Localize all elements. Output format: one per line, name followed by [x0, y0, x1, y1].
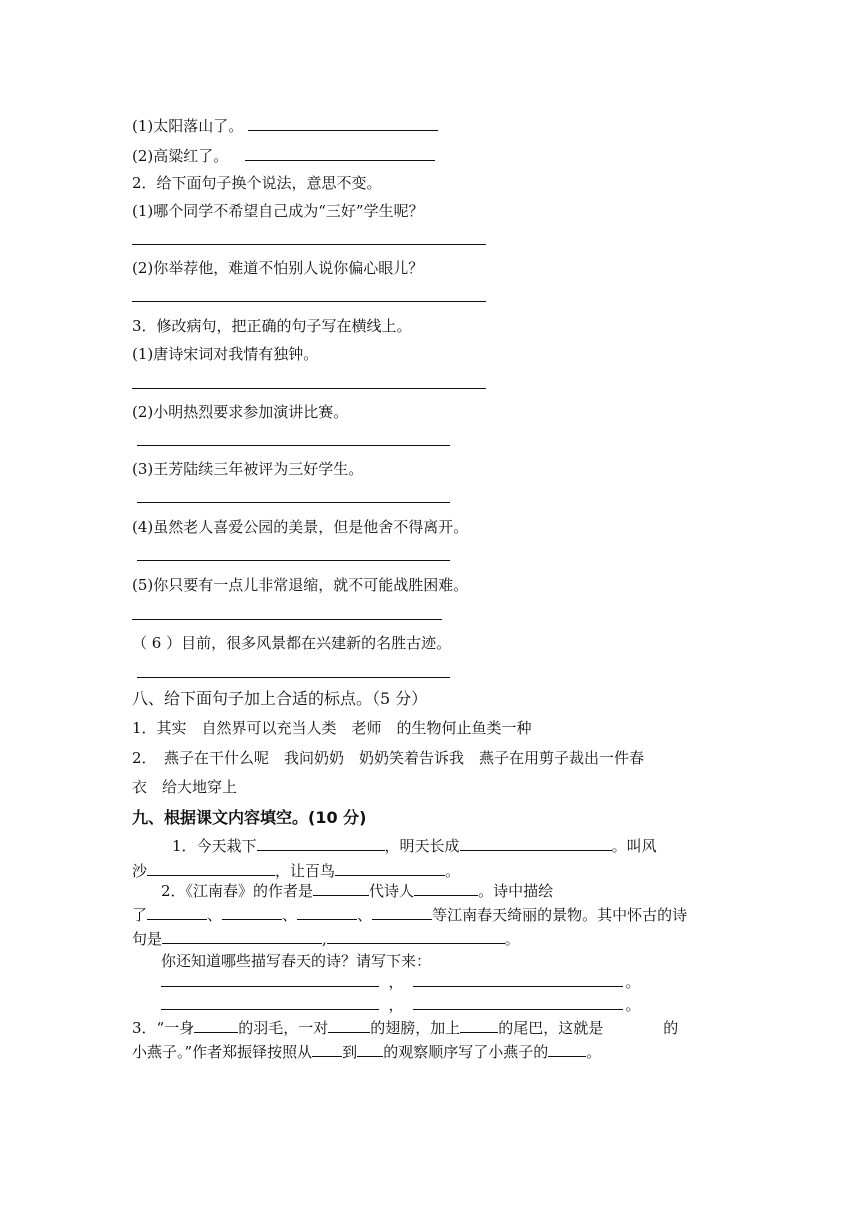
fill-question-2-line-3 — [132, 927, 520, 949]
question-3-item-5: (5)你只要有一点儿非常退缩，就不可能战胜困难。 — [132, 576, 469, 594]
section-8-heading: 八、给下面句子加上合适的标点。（5 分） — [132, 689, 428, 708]
question-text: 、 — [282, 906, 298, 924]
question-text: 的 — [663, 1019, 679, 1037]
fill-blank[interactable] — [222, 903, 282, 920]
question-text: 的羽毛，一对 — [238, 1019, 329, 1037]
period: 。 — [625, 973, 641, 991]
question-3-item-2: (2)小明热烈要求参加演讲比赛。 — [132, 403, 349, 421]
fill-blank[interactable] — [460, 834, 612, 851]
poem-line-1 — [161, 970, 643, 992]
question-3-heading: 3．修改病句，把正确的句子写在横线上。 — [132, 317, 412, 335]
fill-blank[interactable] — [328, 1016, 370, 1033]
spring-poem-prompt: 你还知道哪些描写春天的诗？请写下来： — [161, 952, 432, 970]
item-sorghum — [132, 144, 435, 166]
question-text: 句是 — [132, 930, 163, 948]
question-text: 、 — [357, 906, 373, 924]
question-text: 到 — [342, 1043, 358, 1061]
poem-line-2 — [161, 993, 643, 1015]
answer-line[interactable] — [132, 301, 486, 302]
question-3-item-3: (3)王芳陆续三年被评为三好学生。 — [132, 460, 364, 478]
question-text: 小燕子。”作者郑振铎按照从 — [132, 1043, 313, 1061]
question-text: ，明天长成 — [384, 837, 460, 855]
fill-blank[interactable] — [147, 859, 275, 876]
question-text: 。 — [445, 862, 461, 880]
answer-line[interactable] — [137, 560, 450, 561]
answer-blank[interactable] — [248, 114, 438, 131]
fill-blank[interactable] — [414, 879, 478, 896]
question-3-item-4: (4)虽然老人喜爱公园的美景，但是他舍不得离开。 — [132, 518, 469, 536]
question-text: 。诗中描绘 — [478, 882, 554, 900]
fill-blank[interactable] — [161, 970, 379, 987]
section-8-line-3: 衣 给大地穿上 — [132, 778, 238, 796]
comma: ， — [388, 996, 404, 1014]
fill-question-3-line-2 — [132, 1040, 601, 1062]
section-9-heading: 九、根据课文内容填空。(10 分) — [132, 808, 367, 827]
section-8-line-1: 1．其实 自然界可以充当人类 老师 的生物何止鱼类一种 — [132, 719, 532, 737]
fill-blank[interactable] — [357, 1040, 383, 1057]
fill-blank[interactable] — [313, 879, 369, 896]
question-text: 的观察顺序写了小燕子的 — [383, 1043, 549, 1061]
answer-line[interactable] — [137, 677, 450, 678]
answer-blank[interactable] — [245, 144, 435, 161]
question-text: ，让百鸟 — [275, 862, 336, 880]
question-text: 。 — [504, 930, 520, 948]
answer-line[interactable] — [132, 388, 486, 389]
fill-blank[interactable] — [257, 834, 385, 851]
answer-line[interactable] — [132, 244, 486, 245]
question-text: , — [322, 930, 327, 948]
question-2-item-1: (1)哪个同学不希望自己成为“三好”学生呢？ — [132, 202, 424, 220]
fill-blank[interactable] — [147, 903, 207, 920]
question-text: 。叫风 — [611, 837, 657, 855]
question-text: 的翅膀，加上 — [370, 1019, 461, 1037]
fill-question-2-line-1 — [161, 879, 553, 901]
fill-question-2-line-2 — [132, 903, 687, 925]
answer-line[interactable] — [137, 445, 450, 446]
period: 。 — [625, 996, 641, 1014]
item-text: (1)太阳落山了。 — [132, 117, 244, 135]
question-text: 。 — [586, 1043, 602, 1061]
fill-blank[interactable] — [327, 927, 505, 944]
question-2-item-2: (2)你举荐他，难道不怕别人说你偏心眼儿？ — [132, 259, 424, 277]
question-text: 等江南春天绮丽的景物。其中怀古的诗 — [432, 906, 688, 924]
question-text: 1．今天栽下 — [172, 837, 257, 855]
fill-blank[interactable] — [161, 993, 379, 1010]
fill-blank[interactable] — [413, 993, 623, 1010]
question-text: 代诗人 — [369, 882, 415, 900]
question-2-heading: 2．给下面句子换个说法，意思不变。 — [132, 174, 382, 192]
fill-question-1-line-1 — [172, 834, 657, 856]
fill-blank[interactable] — [335, 859, 445, 876]
fill-blank[interactable] — [194, 1016, 238, 1033]
section-8-line-2: 2． 燕子在干什么呢 我问奶奶 奶奶笑着告诉我 燕子在用剪子裁出一件春 — [132, 749, 645, 767]
fill-blank[interactable] — [548, 1040, 586, 1057]
fill-blank[interactable] — [372, 903, 432, 920]
item-sun-set — [132, 114, 438, 136]
question-3-item-1: (1)唐诗宋词对我情有独钟。 — [132, 345, 319, 363]
fill-question-3-line-1 — [132, 1016, 678, 1038]
comma: ， — [388, 973, 404, 991]
fill-blank[interactable] — [297, 903, 357, 920]
fill-blank[interactable] — [413, 970, 623, 987]
fill-question-1-line-2 — [132, 859, 460, 881]
fill-blank[interactable] — [460, 1016, 498, 1033]
fill-blank[interactable] — [162, 927, 322, 944]
question-text: 2．《江南春》的作者是 — [161, 882, 314, 900]
question-text: 3．“一身 — [132, 1019, 195, 1037]
answer-line[interactable] — [132, 619, 442, 620]
answer-line[interactable] — [137, 502, 450, 503]
question-text: 、 — [207, 906, 223, 924]
question-text: 沙 — [132, 862, 148, 880]
question-text: 的尾巴，这就是 — [498, 1019, 604, 1037]
question-3-item-6: （ 6 ）目前，很多风景都在兴建新的名胜古迹。 — [132, 634, 452, 652]
item-text: (2)高粱红了。 — [132, 147, 229, 165]
fill-blank[interactable] — [312, 1040, 342, 1057]
question-text: 了 — [132, 906, 148, 924]
